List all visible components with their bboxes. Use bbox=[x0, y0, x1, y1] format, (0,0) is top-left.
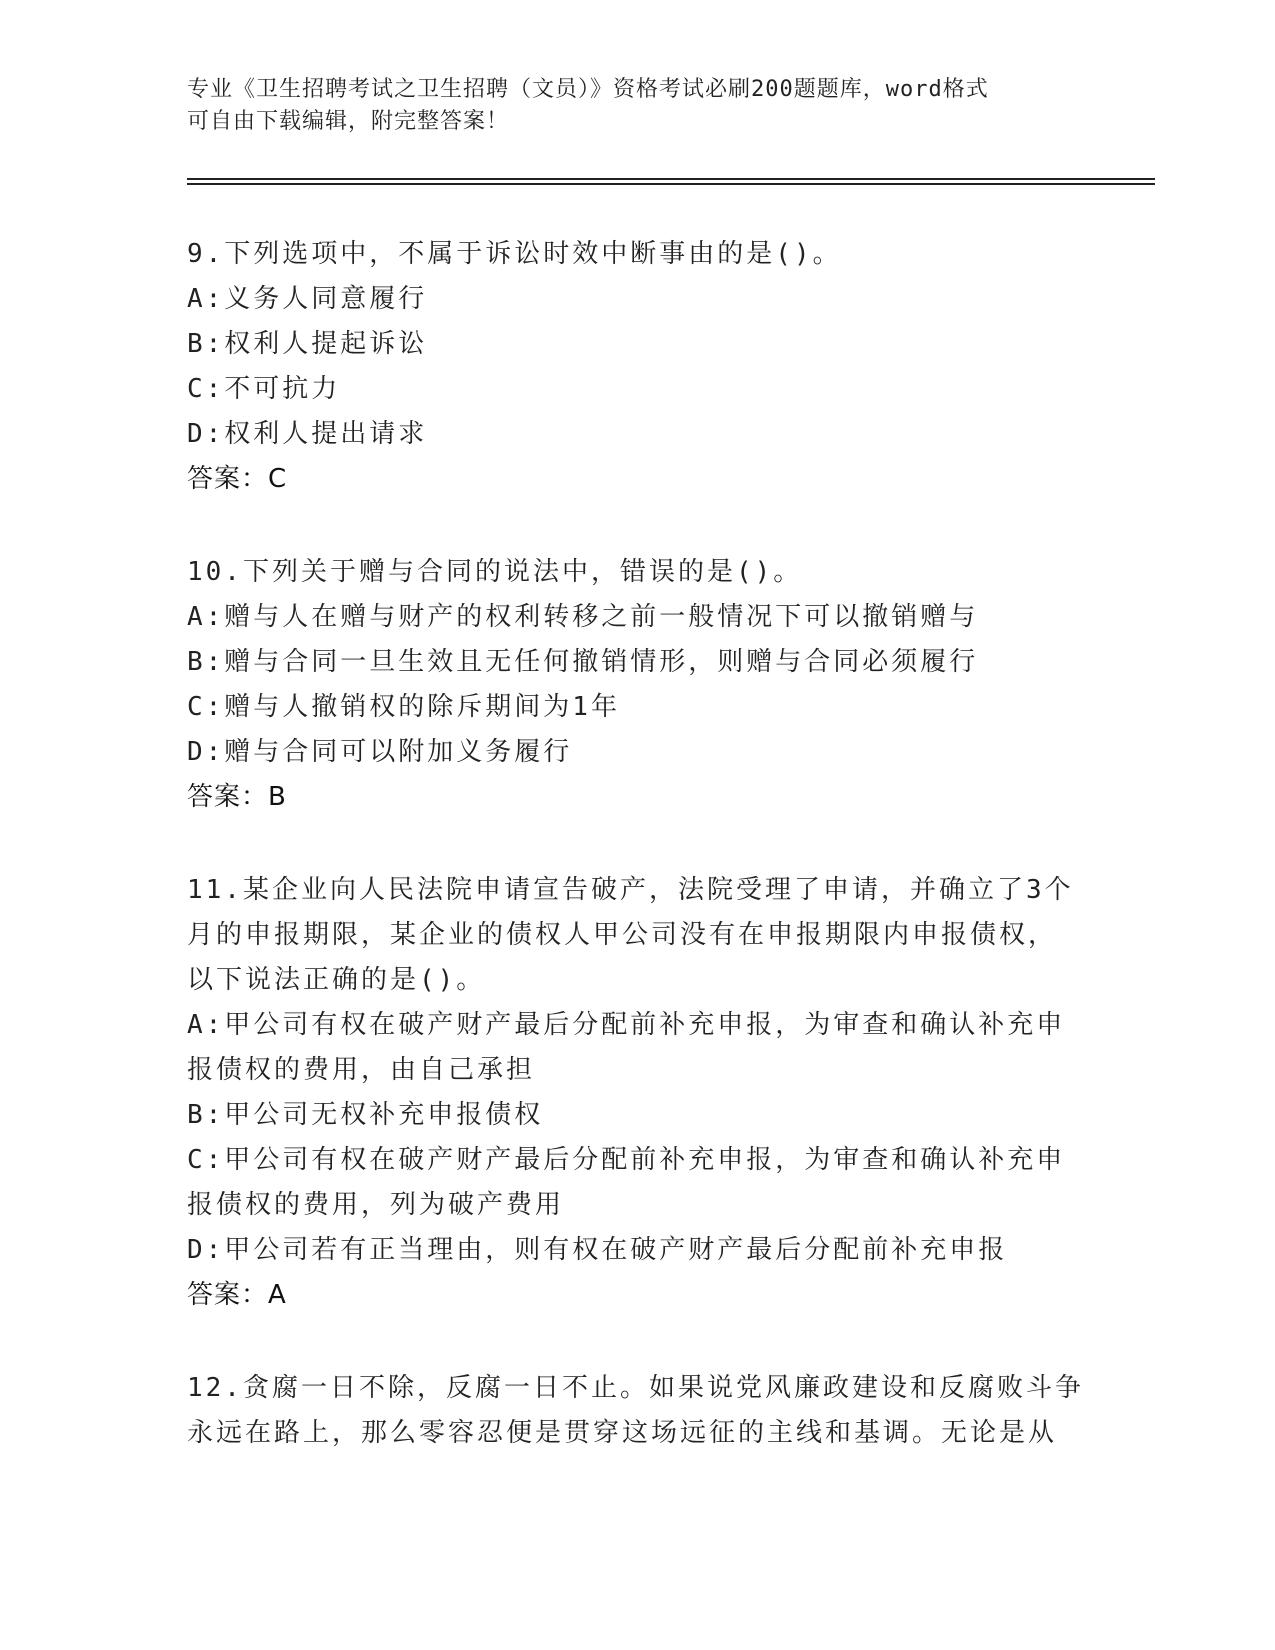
question-list bbox=[187, 232, 1087, 1504]
question-block bbox=[187, 868, 1087, 1318]
option-line: D:权利人提出请求 bbox=[187, 419, 428, 449]
option-line: C:甲公司有权在破产财产最后分配前补充申报，为审查和确认补充申 bbox=[187, 1145, 1066, 1175]
answer-line bbox=[187, 775, 1087, 820]
answer-label: 答案： bbox=[187, 464, 269, 494]
option-line: A:义务人同意履行 bbox=[187, 284, 428, 314]
header-title-line-2: 可自由下载编辑，附完整答案！ bbox=[187, 109, 510, 134]
answer-line bbox=[187, 1273, 1087, 1318]
question-block bbox=[187, 232, 1087, 502]
question-stem-line: 12.贪腐一日不除，反腐一日不止。如果说党风廉政建设和反腐败斗争 bbox=[187, 1373, 1084, 1403]
option-line: B:甲公司无权补充申报债权 bbox=[187, 1100, 544, 1130]
question-stem-line: 10.下列关于赠与合同的说法中，错误的是()。 bbox=[187, 557, 803, 587]
answer-value: B bbox=[268, 782, 287, 812]
option-line: A:赠与人在赠与财产的权利转移之前一般情况下可以撤销赠与 bbox=[187, 602, 979, 632]
question-stem-line: 永远在路上，那么零容忍便是贯穿这场远征的主线和基调。无论是从 bbox=[187, 1418, 1058, 1448]
option-line: B:权利人提起诉讼 bbox=[187, 329, 428, 359]
answer-value: C bbox=[268, 464, 288, 494]
question-stem-line: 以下说法正确的是()。 bbox=[187, 965, 486, 995]
answer-label: 答案： bbox=[187, 782, 269, 812]
header-title-line-1: 专业《卫生招聘考试之卫生招聘（文员）》资格考试必刷200题题库，word格式 bbox=[187, 77, 989, 102]
question-block bbox=[187, 1366, 1087, 1456]
document-header bbox=[187, 74, 1067, 138]
question-stem-line: 11.某企业向人民法院申请宣告破产，法院受理了申请，并确立了3个 bbox=[187, 875, 1074, 905]
option-line: B:赠与合同一旦生效且无任何撤销情形，则赠与合同必须履行 bbox=[187, 647, 979, 677]
option-line: 报债权的费用，由自己承担 bbox=[187, 1055, 536, 1085]
question-stem-line: 9.下列选项中，不属于诉讼时效中断事由的是()。 bbox=[187, 239, 842, 269]
option-line: C:赠与人撤销权的除斥期间为1年 bbox=[187, 692, 620, 722]
answer-label: 答案： bbox=[187, 1280, 269, 1310]
header-divider-top bbox=[187, 178, 1155, 180]
option-line: 报债权的费用，列为破产费用 bbox=[187, 1190, 565, 1220]
header-divider-bottom bbox=[187, 183, 1155, 185]
option-line: D:甲公司若有正当理由，则有权在破产财产最后分配前补充申报 bbox=[187, 1235, 1008, 1265]
answer-line bbox=[187, 457, 1087, 502]
question-block bbox=[187, 550, 1087, 820]
answer-value: A bbox=[268, 1280, 287, 1310]
question-stem-line: 月的申报期限，某企业的债权人甲公司没有在申报期限内申报债权， bbox=[187, 920, 1058, 950]
option-line: D:赠与合同可以附加义务履行 bbox=[187, 737, 573, 767]
option-line: C:不可抗力 bbox=[187, 374, 341, 404]
option-line: A:甲公司有权在破产财产最后分配前补充申报，为审查和确认补充申 bbox=[187, 1010, 1066, 1040]
